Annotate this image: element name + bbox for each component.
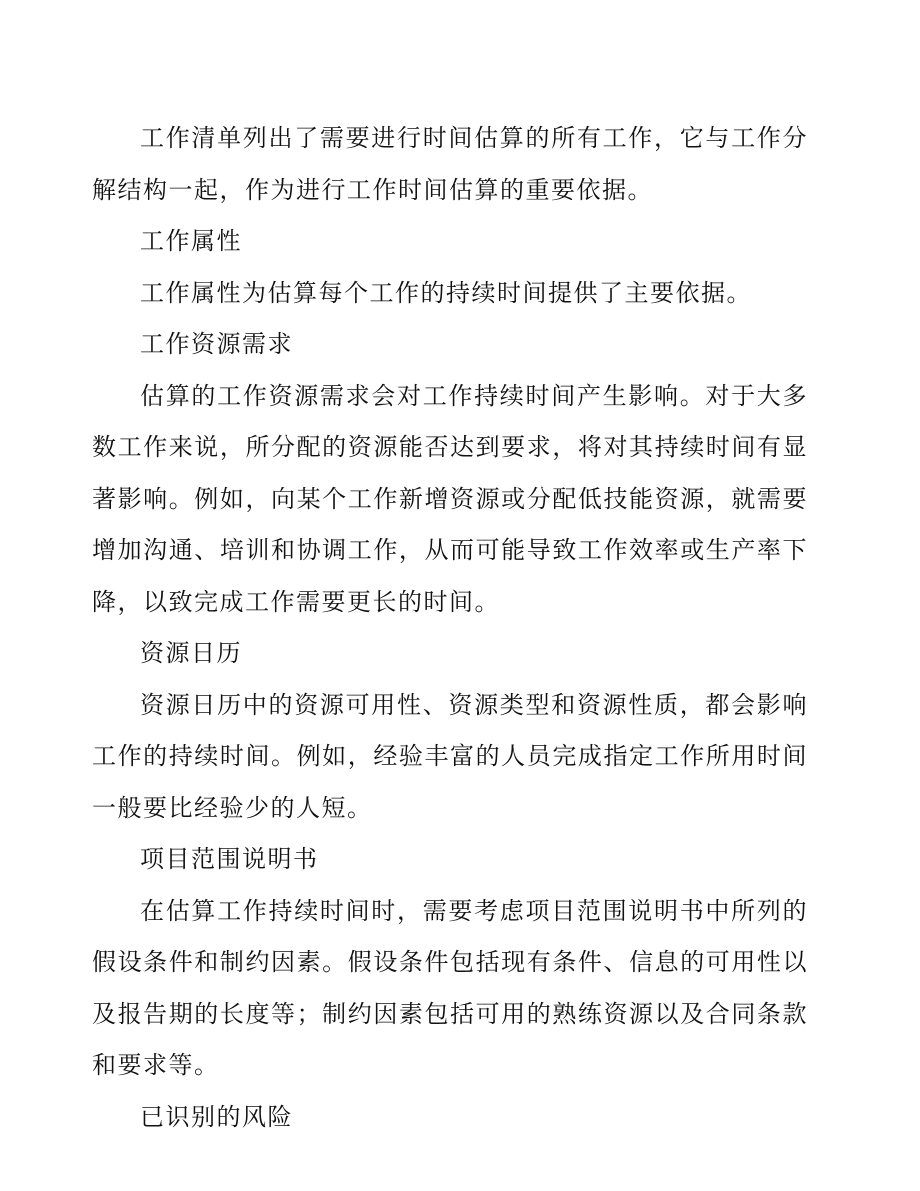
- document-page: [92, 113, 808, 1143]
- heading-project-scope-statement: 项目范围说明书: [140, 845, 319, 873]
- paragraph-work-resource-requirements: 估算的工作资源需求会对工作持续时间产生影响。对于大多数工作来说，所分配的资源能否达到要求，将对其持续时间有显著影响。例如，向某个工作新增资源或分配低技能资源，就需要增加沟通、培训和协调工作，从而可能导致工作效率或生产率下降，以致完成工作需要更长的时间。: [92, 381, 808, 616]
- heading-resource-calendar: 资源日历: [140, 639, 242, 667]
- paragraph-work-attributes: 工作属性为估算每个工作的持续时间提供了主要依据。: [140, 278, 752, 307]
- paragraph-project-scope-statement: 在估算工作持续时间时，需要考虑项目范围说明书中所列的假设条件和制约因素。假设条件包括现有条件、信息的可用性以及报告期的长度等；制约因素包括可用的熟练资源以及合同条款和要求等。: [92, 896, 808, 1079]
- heading-work-resource-requirements: 工作资源需求: [140, 330, 293, 358]
- paragraph-work-list: 工作清单列出了需要进行时间估算的所有工作，它与工作分解结构一起，作为进行工作时间估算的重要依据。: [92, 124, 808, 204]
- heading-work-attributes: 工作属性: [140, 227, 242, 255]
- paragraph-resource-calendar: 资源日历中的资源可用性、资源类型和资源性质，都会影响工作的持续时间。例如，经验丰富的人员完成指定工作所用时间一般要比经验少的人短。: [92, 690, 808, 822]
- heading-identified-risks: 已识别的风险: [140, 1102, 293, 1131]
